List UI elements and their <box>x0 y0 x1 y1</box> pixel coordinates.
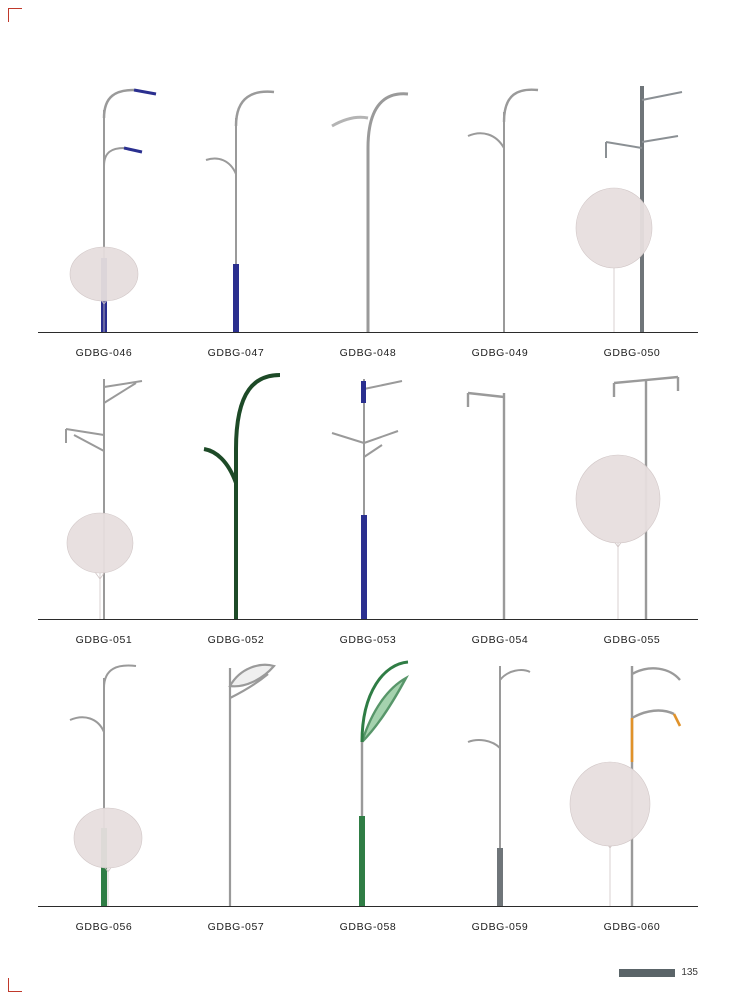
catalog-row <box>38 365 698 652</box>
footer-bar <box>619 969 675 977</box>
catalog-cell[interactable] <box>302 652 434 907</box>
lamp-label: GDBG-059 <box>471 921 529 933</box>
ground-line <box>38 906 698 907</box>
catalog-cell[interactable] <box>38 652 170 907</box>
catalog-cell[interactable] <box>38 365 170 620</box>
lamp-label: GDBG-058 <box>339 921 397 933</box>
lamp-label: GDBG-057 <box>207 921 265 933</box>
lamp-illustration-gdbg-050 <box>566 78 698 333</box>
lamp-label: GDBG-050 <box>603 347 661 359</box>
crop-mark-top-left <box>8 8 9 22</box>
lamp-illustration-gdbg-053 <box>302 365 434 620</box>
lamp-illustration-gdbg-052 <box>170 365 302 620</box>
lamp-label: GDBG-048 <box>339 347 397 359</box>
lamp-illustration-gdbg-059 <box>434 652 566 907</box>
crop-mark-bottom-left-h <box>8 991 22 992</box>
crop-mark-bottom-left <box>8 978 9 992</box>
page-footer <box>619 967 698 978</box>
catalog-cell[interactable] <box>434 652 566 907</box>
lamp-illustration-gdbg-047 <box>170 78 302 333</box>
lamp-label: GDBG-052 <box>207 634 265 646</box>
catalog-cell[interactable] <box>302 78 434 333</box>
catalog-cell[interactable] <box>38 78 170 333</box>
catalog-cell[interactable] <box>434 78 566 333</box>
lamp-label: GDBG-054 <box>471 634 529 646</box>
lamp-illustration-gdbg-057 <box>170 652 302 907</box>
lamp-illustration-gdbg-048 <box>302 78 434 333</box>
catalog-cell[interactable] <box>170 652 302 907</box>
catalog-cell[interactable] <box>170 78 302 333</box>
lamp-illustration-gdbg-060 <box>566 652 698 907</box>
lamp-illustration-gdbg-051 <box>38 365 170 620</box>
lamp-label: GDBG-056 <box>75 921 133 933</box>
lamp-label: GDBG-049 <box>471 347 529 359</box>
catalog-cell[interactable] <box>170 365 302 620</box>
lamp-illustration-gdbg-056 <box>38 652 170 907</box>
lamp-label: GDBG-060 <box>603 921 661 933</box>
lamp-illustration-gdbg-046 <box>38 78 170 333</box>
catalog-cell[interactable] <box>302 365 434 620</box>
lamp-label: GDBG-051 <box>75 634 133 646</box>
lamp-illustration-gdbg-055 <box>566 365 698 620</box>
lamp-illustration-gdbg-054 <box>434 365 566 620</box>
lamp-label: GDBG-053 <box>339 634 397 646</box>
catalog-cell[interactable] <box>566 78 698 333</box>
lamp-label: GDBG-055 <box>603 634 661 646</box>
lamp-label: GDBG-046 <box>75 347 133 359</box>
catalog-row <box>38 78 698 365</box>
crop-mark-top-left-h <box>8 8 22 9</box>
catalog-cell[interactable] <box>434 365 566 620</box>
lamp-label: GDBG-047 <box>207 347 265 359</box>
ground-line <box>38 619 698 620</box>
row-labels <box>38 347 698 359</box>
catalog-row <box>38 652 698 939</box>
row-labels <box>38 921 698 933</box>
lamp-post-grid <box>38 78 698 939</box>
catalog-cell[interactable] <box>566 652 698 907</box>
row-labels <box>38 634 698 646</box>
page-number: 135 <box>681 967 698 978</box>
lamp-illustration-gdbg-049 <box>434 78 566 333</box>
catalog-cell[interactable] <box>566 365 698 620</box>
ground-line <box>38 332 698 333</box>
lamp-illustration-gdbg-058 <box>302 652 434 907</box>
